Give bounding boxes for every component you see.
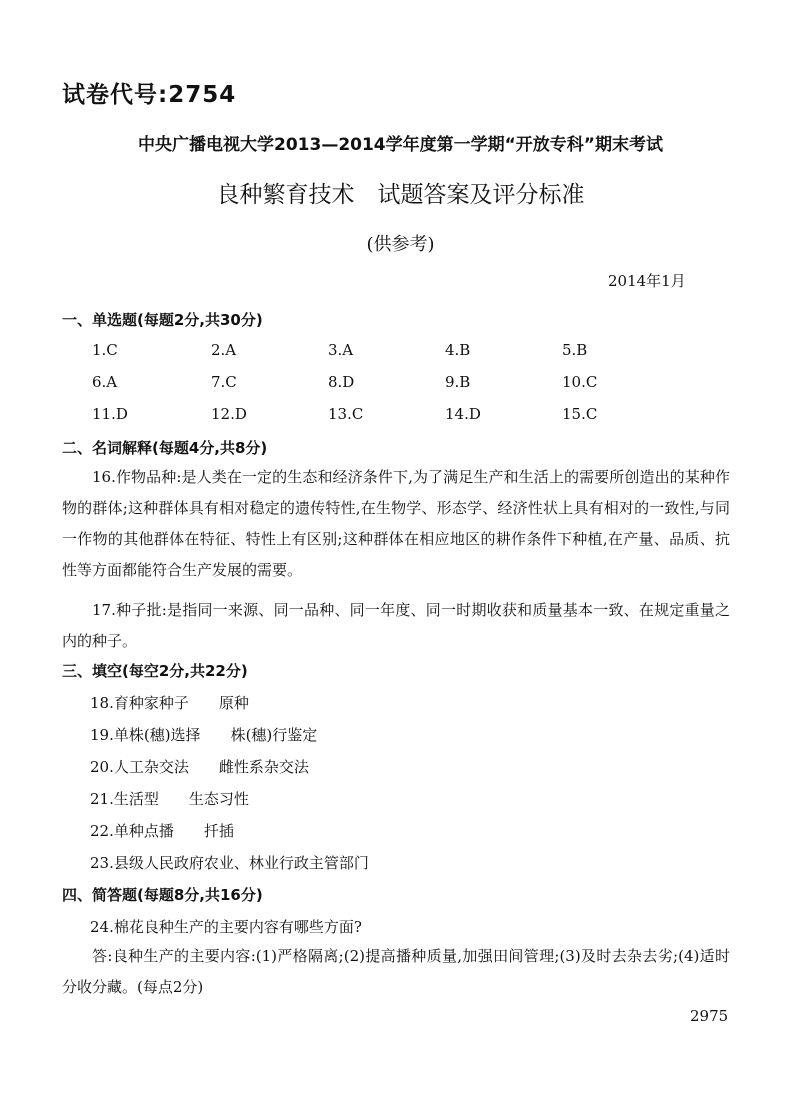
answer-item: 11.D	[92, 405, 128, 423]
fill-item	[90, 724, 317, 745]
answer-item: 8.D	[328, 373, 355, 391]
section-heading-single-choice: 一、单选题(每题2分,共30分)	[62, 311, 263, 329]
answer-item: 1.C	[92, 341, 118, 359]
fill-answer-a: 19.单株(穗)选择	[90, 726, 201, 744]
answer-item: 9.B	[445, 373, 471, 391]
answer-item: 4.B	[445, 341, 471, 359]
answer-item: 12.D	[211, 405, 247, 423]
fill-item	[90, 820, 234, 841]
fill-answer-b: 雌性系杂交法	[218, 758, 309, 776]
question-24: 24.棉花良种生产的主要内容有哪些方面?	[90, 918, 362, 936]
section-heading-fill-blank: 三、填空(每空2分,共22分)	[62, 662, 248, 680]
answer-17: 17.种子批:是指同一来源、同一品种、同一年度、同一时期收获和质量基本一致、在规定重量之内的种子。	[62, 601, 730, 650]
answer-item: 7.C	[211, 373, 237, 391]
section-heading-short-answer: 四、简答题(每题8分,共16分)	[62, 886, 263, 904]
fill-answer-b: 生态习性	[188, 790, 249, 808]
exam-title: 中央广播电视大学2013—2014学年度第一学期“开放专科”期末考试	[138, 135, 663, 155]
answer-item: 10.C	[562, 373, 598, 391]
answer-item: 13.C	[328, 405, 364, 423]
section-heading-definitions: 二、名词解释(每题4分,共8分)	[62, 439, 268, 457]
exam-date: 2014年1月	[608, 272, 686, 290]
answer-item: 6.A	[92, 373, 118, 391]
answer-24: 答:良种生产的主要内容:(1)严格隔离;(2)提高播种质量,加强田间管理;(3)及时去杂去劣;(4)适时分收分藏。(每点2分)	[62, 947, 730, 996]
answer-16: 16.作物品种:是人类在一定的生态和经济条件下,为了满足生产和生活上的需要所创造出的某种作物的群体;这种群体具有相对稳定的遗传特性,在生物学、形态学、经济性状上具有相对的一致性,与同一作物的其他群体在特征、特性上有区别;这种群体在相应地区的耕作条件下种植,在产量、品质、抗性等方面都能符合生产发展的需要。	[62, 468, 730, 579]
fill-item	[90, 788, 249, 809]
fill-answer-a: 21.生活型	[90, 790, 159, 808]
fill-item	[90, 852, 399, 873]
fill-answer-b: 扦插	[203, 822, 234, 840]
answer-item: 5.B	[562, 341, 588, 359]
page-number: 2975	[690, 1007, 729, 1025]
fill-item	[90, 756, 309, 777]
fill-answer-a: 20.人工杂交法	[90, 758, 189, 776]
fill-item	[90, 692, 249, 713]
fill-answer-b: 原种	[218, 694, 249, 712]
answer-item: 14.D	[445, 405, 481, 423]
reference-note: (供参考)	[366, 234, 435, 255]
fill-answer-b: 株(穗)行鉴定	[230, 726, 318, 744]
fill-answer-a: 23.县级人民政府农业、林业行政主管部门	[90, 854, 369, 872]
fill-answer-a: 18.育种家种子	[90, 694, 189, 712]
answer-item: 3.A	[328, 341, 354, 359]
exam-code: 试卷代号:2754	[62, 82, 237, 108]
answer-item: 2.A	[211, 341, 237, 359]
fill-answer-a: 22.单种点播	[90, 822, 174, 840]
answer-item: 15.C	[562, 405, 598, 423]
subject-title: 良种繁育技术 试题答案及评分标准	[216, 182, 585, 208]
